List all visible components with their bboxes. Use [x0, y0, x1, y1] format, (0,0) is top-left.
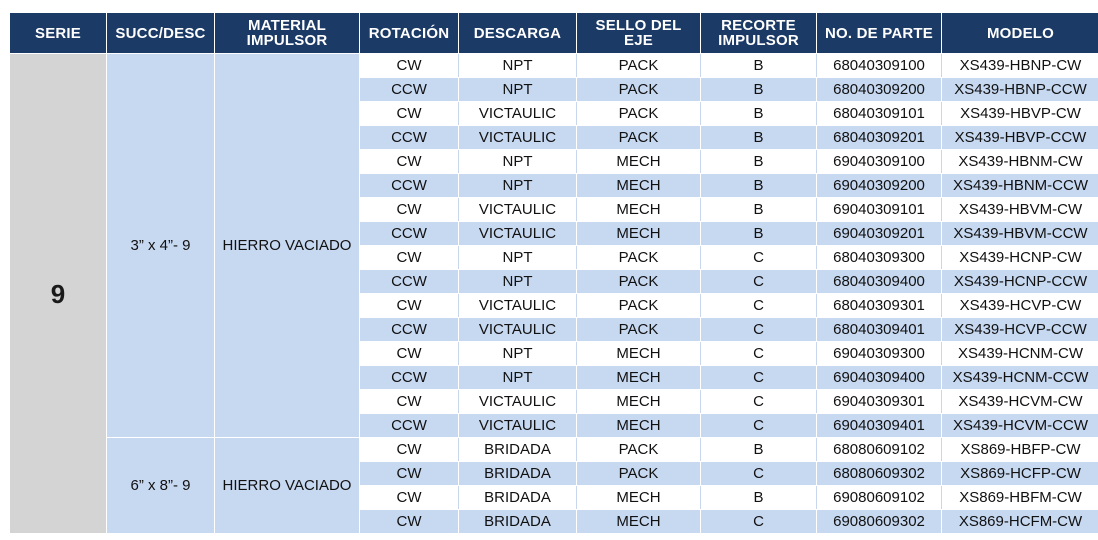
- table-row: [10, 438, 1098, 462]
- header-row: [10, 13, 1098, 54]
- parte-cell: 68080609102: [817, 438, 942, 462]
- descarga-cell: NPT: [459, 78, 577, 102]
- recorte-cell: B: [701, 126, 817, 150]
- modelo-cell: XS439-HBNP-CCW: [942, 78, 1098, 102]
- rotacion-cell: CCW: [360, 270, 459, 294]
- rotacion-cell: CW: [360, 294, 459, 318]
- descarga-cell: VICTAULIC: [459, 318, 577, 342]
- sello-cell: MECH: [577, 174, 701, 198]
- recorte-cell: C: [701, 270, 817, 294]
- recorte-cell: B: [701, 222, 817, 246]
- succ-desc-cell: 6” x 8”- 9: [107, 438, 215, 534]
- modelo-cell: XS439-HBNM-CCW: [942, 174, 1098, 198]
- modelo-cell: XS439-HBNM-CW: [942, 150, 1098, 174]
- parte-cell: 68040309300: [817, 246, 942, 270]
- rotacion-cell: CCW: [360, 366, 459, 390]
- modelo-cell: XS439-HBVM-CCW: [942, 222, 1098, 246]
- column-header-recorte: [701, 13, 817, 54]
- parte-cell: 69040309301: [817, 390, 942, 414]
- recorte-cell: C: [701, 366, 817, 390]
- recorte-cell: B: [701, 198, 817, 222]
- descarga-cell: NPT: [459, 366, 577, 390]
- rotacion-cell: CCW: [360, 78, 459, 102]
- sello-cell: PACK: [577, 102, 701, 126]
- sello-cell: PACK: [577, 438, 701, 462]
- column-header-line: IMPULSOR: [718, 32, 799, 49]
- recorte-cell: C: [701, 462, 817, 486]
- modelo-cell: XS439-HCNM-CW: [942, 342, 1098, 366]
- descarga-cell: NPT: [459, 174, 577, 198]
- column-header-parte: [817, 13, 942, 54]
- rotacion-cell: CW: [360, 510, 459, 534]
- rotacion-cell: CW: [360, 462, 459, 486]
- recorte-cell: B: [701, 78, 817, 102]
- sello-cell: MECH: [577, 414, 701, 438]
- parte-cell: 69040309401: [817, 414, 942, 438]
- sello-cell: PACK: [577, 78, 701, 102]
- material-cell: HIERRO VACIADO: [215, 438, 360, 534]
- recorte-cell: B: [701, 438, 817, 462]
- descarga-cell: BRIDADA: [459, 462, 577, 486]
- recorte-cell: C: [701, 342, 817, 366]
- column-header-sello: [577, 13, 701, 54]
- rotacion-cell: CW: [360, 438, 459, 462]
- parte-cell: 69040309201: [817, 222, 942, 246]
- column-header-descarga: [459, 13, 577, 54]
- recorte-cell: B: [701, 102, 817, 126]
- modelo-cell: XS439-HCVP-CCW: [942, 318, 1098, 342]
- column-header-material: [215, 13, 360, 54]
- column-header-line: SUCC/DESC: [115, 24, 206, 42]
- parte-cell: 69040309101: [817, 198, 942, 222]
- recorte-cell: C: [701, 510, 817, 534]
- modelo-cell: XS439-HCVP-CW: [942, 294, 1098, 318]
- parts-table: [9, 12, 1098, 534]
- modelo-cell: XS439-HCNM-CCW: [942, 366, 1098, 390]
- recorte-cell: B: [701, 150, 817, 174]
- sello-cell: MECH: [577, 150, 701, 174]
- parte-cell: 69080609302: [817, 510, 942, 534]
- column-header-line: SELLO DEL EJE: [595, 17, 682, 49]
- column-header-modelo: [942, 13, 1098, 54]
- parte-cell: 68040309100: [817, 54, 942, 78]
- sello-cell: MECH: [577, 486, 701, 510]
- rotacion-cell: CW: [360, 486, 459, 510]
- modelo-cell: XS439-HCVM-CCW: [942, 414, 1098, 438]
- column-header-line: RECORTE: [721, 17, 796, 34]
- column-header-line: NO. DE PARTE: [825, 24, 933, 42]
- recorte-cell: B: [701, 174, 817, 198]
- rotacion-cell: CW: [360, 150, 459, 174]
- parte-cell: 69080609102: [817, 486, 942, 510]
- modelo-cell: XS439-HCVM-CW: [942, 390, 1098, 414]
- rotacion-cell: CW: [360, 246, 459, 270]
- table-body: [10, 54, 1098, 534]
- rotacion-cell: CW: [360, 390, 459, 414]
- column-header-line: ROTACIÓN: [368, 24, 450, 42]
- descarga-cell: VICTAULIC: [459, 222, 577, 246]
- parte-cell: 69040309100: [817, 150, 942, 174]
- sello-cell: PACK: [577, 126, 701, 150]
- sello-cell: PACK: [577, 318, 701, 342]
- parte-cell: 69040309300: [817, 342, 942, 366]
- modelo-cell: XS439-HBNP-CW: [942, 54, 1098, 78]
- modelo-cell: XS869-HBFP-CW: [942, 438, 1098, 462]
- descarga-cell: NPT: [459, 150, 577, 174]
- recorte-cell: C: [701, 414, 817, 438]
- parte-cell: 69040309200: [817, 174, 942, 198]
- material-cell: HIERRO VACIADO: [215, 54, 360, 438]
- sello-cell: MECH: [577, 198, 701, 222]
- descarga-cell: VICTAULIC: [459, 198, 577, 222]
- rotacion-cell: CW: [360, 54, 459, 78]
- sello-cell: MECH: [577, 390, 701, 414]
- modelo-cell: XS869-HCFM-CW: [942, 510, 1098, 534]
- descarga-cell: VICTAULIC: [459, 126, 577, 150]
- column-header-line: DESCARGA: [473, 24, 562, 42]
- column-header-rotacion: [360, 13, 459, 54]
- sello-cell: PACK: [577, 54, 701, 78]
- recorte-cell: C: [701, 246, 817, 270]
- parte-cell: 68040309201: [817, 126, 942, 150]
- descarga-cell: VICTAULIC: [459, 294, 577, 318]
- column-header-line: IMPULSOR: [246, 32, 328, 49]
- sello-cell: MECH: [577, 222, 701, 246]
- recorte-cell: C: [701, 318, 817, 342]
- parte-cell: 68040309101: [817, 102, 942, 126]
- descarga-cell: NPT: [459, 54, 577, 78]
- rotacion-cell: CCW: [360, 126, 459, 150]
- modelo-cell: XS439-HBVP-CCW: [942, 126, 1098, 150]
- rotacion-cell: CW: [360, 102, 459, 126]
- sello-cell: MECH: [577, 366, 701, 390]
- descarga-cell: NPT: [459, 246, 577, 270]
- sello-cell: MECH: [577, 510, 701, 534]
- descarga-cell: BRIDADA: [459, 438, 577, 462]
- recorte-cell: C: [701, 294, 817, 318]
- sello-cell: PACK: [577, 246, 701, 270]
- column-header-line: SERIE: [34, 24, 81, 42]
- descarga-cell: VICTAULIC: [459, 414, 577, 438]
- sello-cell: PACK: [577, 294, 701, 318]
- parte-cell: 68040309301: [817, 294, 942, 318]
- sello-cell: PACK: [577, 270, 701, 294]
- rotacion-cell: CCW: [360, 414, 459, 438]
- rotacion-cell: CCW: [360, 174, 459, 198]
- column-header-line: MATERIAL: [248, 17, 326, 34]
- serie-cell: 9: [10, 54, 107, 534]
- succ-desc-cell: 3” x 4”- 9: [107, 54, 215, 438]
- parte-cell: 68040309200: [817, 78, 942, 102]
- rotacion-cell: CW: [360, 342, 459, 366]
- recorte-cell: B: [701, 54, 817, 78]
- column-header-succ: [107, 13, 215, 54]
- parte-cell: 68040309400: [817, 270, 942, 294]
- modelo-cell: XS869-HBFM-CW: [942, 486, 1098, 510]
- recorte-cell: C: [701, 390, 817, 414]
- modelo-cell: XS439-HCNP-CCW: [942, 270, 1098, 294]
- rotacion-cell: CCW: [360, 222, 459, 246]
- table-row: [10, 54, 1098, 78]
- recorte-cell: B: [701, 486, 817, 510]
- parte-cell: 68080609302: [817, 462, 942, 486]
- sello-cell: PACK: [577, 462, 701, 486]
- descarga-cell: VICTAULIC: [459, 102, 577, 126]
- parte-cell: 68040309401: [817, 318, 942, 342]
- descarga-cell: NPT: [459, 270, 577, 294]
- modelo-cell: XS869-HCFP-CW: [942, 462, 1098, 486]
- modelo-cell: XS439-HCNP-CW: [942, 246, 1098, 270]
- sello-cell: MECH: [577, 342, 701, 366]
- descarga-cell: BRIDADA: [459, 486, 577, 510]
- modelo-cell: XS439-HBVM-CW: [942, 198, 1098, 222]
- descarga-cell: NPT: [459, 342, 577, 366]
- column-header-serie: [10, 13, 107, 54]
- modelo-cell: XS439-HBVP-CW: [942, 102, 1098, 126]
- rotacion-cell: CW: [360, 198, 459, 222]
- descarga-cell: VICTAULIC: [459, 390, 577, 414]
- column-header-line: MODELO: [986, 24, 1055, 42]
- parte-cell: 69040309400: [817, 366, 942, 390]
- rotacion-cell: CCW: [360, 318, 459, 342]
- descarga-cell: BRIDADA: [459, 510, 577, 534]
